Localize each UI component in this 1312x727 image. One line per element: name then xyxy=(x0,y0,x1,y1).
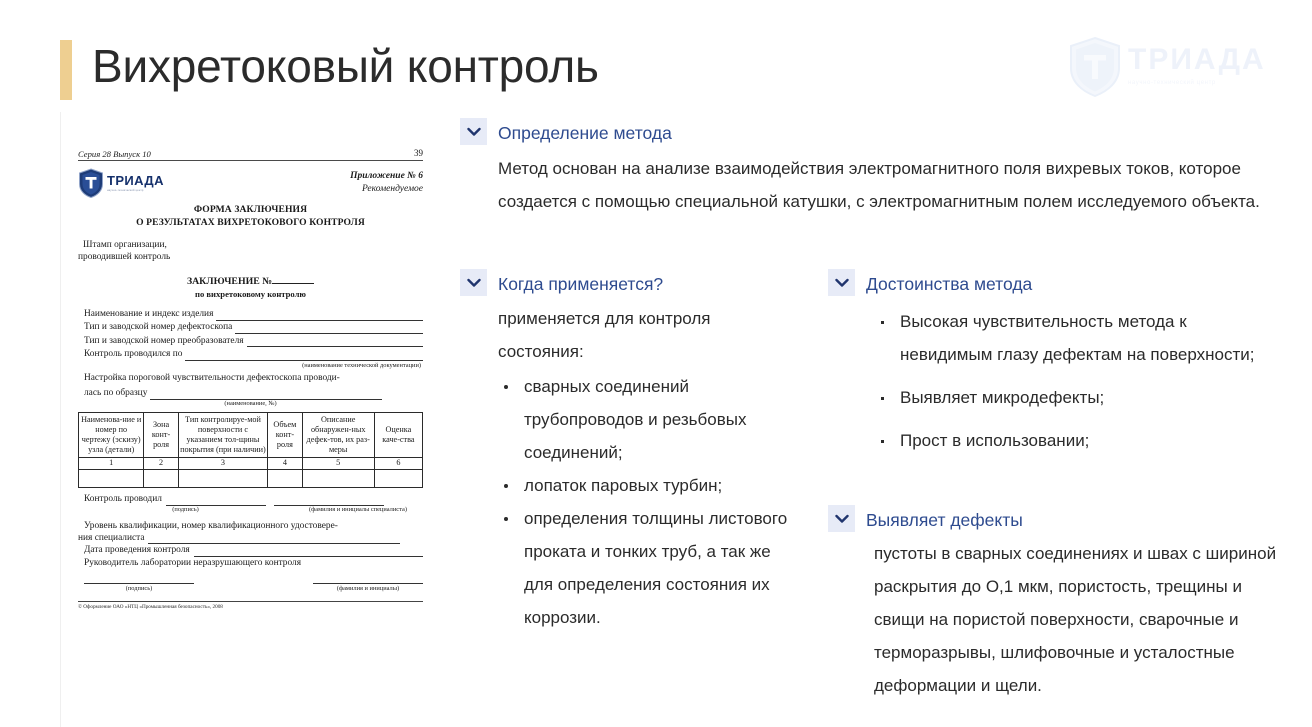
doc-caption-name-initials: (фамилия и инициалы) xyxy=(336,584,400,592)
doc-form-title-line1: ФОРМА ЗАКЛЮЧЕНИЯ xyxy=(193,204,308,216)
list-item: лопаток паровых турбин; xyxy=(498,469,800,502)
table-cell xyxy=(374,469,422,487)
section-definition xyxy=(460,121,1288,218)
doc-field-label: Тип и заводской номер дефектоскопа xyxy=(84,322,233,333)
section-when-applied-title: Когда применяется? xyxy=(498,274,664,294)
doc-header-row xyxy=(78,168,423,198)
section-detects-header[interactable] xyxy=(828,508,1294,532)
table-number-cell: 6 xyxy=(374,457,422,469)
section-when-applied-intro: применяется для контроля состояния: xyxy=(498,309,711,361)
section-definition-title: Определение метода xyxy=(498,123,672,143)
chevron-down-icon[interactable] xyxy=(460,118,487,145)
doc-signature-captions xyxy=(78,585,423,593)
list-item: Прост в использовании; xyxy=(874,424,1278,457)
doc-field-blank xyxy=(185,351,423,361)
table-cell xyxy=(79,469,144,487)
brand-text xyxy=(1128,42,1266,89)
doc-lab-head-label: Руководитель лаборатории неразрушающего контроля xyxy=(84,557,302,568)
table-cell xyxy=(178,469,267,487)
doc-performed-name-blank xyxy=(274,496,384,506)
doc-logo xyxy=(78,168,164,198)
doc-field-row xyxy=(84,322,423,334)
doc-page-number: 39 xyxy=(414,148,423,158)
title-accent-bar xyxy=(60,40,72,100)
doc-date-blank xyxy=(194,547,423,557)
doc-field-blank xyxy=(247,337,423,347)
brand-name: ТРИАДА xyxy=(1128,42,1266,76)
doc-logo-subtitle: научно-технический центр xyxy=(107,189,144,193)
table-header-cell: Тип контролируе-мой поверхности с указанием тол-щины покрытия (при наличии) xyxy=(178,412,267,457)
table-number-cell: 1 xyxy=(79,457,144,469)
when-applied-list xyxy=(460,370,800,634)
table-header-cell: Объем конт-роля xyxy=(268,412,302,457)
doc-qualification-line2-wrap xyxy=(78,532,423,544)
doc-stamp-line2: проводившей контроль xyxy=(78,252,171,263)
doc-caption-signature: (подпись) xyxy=(172,505,199,513)
table-header-cell: Оценка каче-ства xyxy=(374,412,422,457)
doc-sample-blank xyxy=(150,390,382,400)
doc-field-label: Тип и заводской номер преобразователя xyxy=(84,335,244,346)
table-empty-row xyxy=(79,469,423,487)
brand-subtitle: научно-технический центр xyxy=(1128,79,1216,86)
list-item: Выявляет микродефекты; xyxy=(874,381,1278,414)
table-cell xyxy=(268,469,302,487)
section-definition-body: Метод основан на анализе взаимодействия электромагнитного поля вихревых токов, которое создается с помощью специальной катушки, с электромагнитным полем исследуемого объекта. xyxy=(498,159,1260,211)
table-cell xyxy=(144,469,178,487)
section-detects-title: Выявляет дефекты xyxy=(866,510,1023,530)
advantages-list xyxy=(828,305,1278,457)
doc-signature-blank xyxy=(84,582,194,584)
section-advantages xyxy=(828,272,1278,457)
section-advantages-title: Достоинства метода xyxy=(866,274,1033,294)
table-number-cell: 3 xyxy=(178,457,267,469)
table-header-cell: Наименова-ние и номер по чертежу (эскизу) узла (детали) xyxy=(79,412,144,457)
chevron-down-icon[interactable] xyxy=(828,269,855,296)
doc-sensitivity-line2: лась по образцу xyxy=(84,388,148,398)
doc-performed-by-row xyxy=(78,494,423,506)
doc-conclusion-title: ЗАКЛЮЧЕНИЕ № xyxy=(186,275,273,287)
doc-appendix-block xyxy=(350,168,423,196)
doc-form-title-line2: О РЕЗУЛЬТАТАХ ВИХРЕТОКОВОГО КОНТРОЛЯ xyxy=(136,217,365,229)
doc-stamp-line1: Штамп организации, xyxy=(83,240,167,251)
brand-watermark-logo xyxy=(1068,34,1278,100)
doc-field-label: Контроль проводился по xyxy=(84,348,183,359)
doc-field-row xyxy=(84,309,423,321)
section-when-applied xyxy=(460,272,800,634)
doc-date-row xyxy=(78,545,423,557)
chevron-down-icon[interactable] xyxy=(828,505,855,532)
vertical-divider xyxy=(60,112,61,727)
doc-conclusion-subtitle: по вихретоковому контролю xyxy=(195,288,306,299)
doc-performed-signature-blank xyxy=(166,496,266,506)
doc-sample-note: (наименование, №) xyxy=(224,399,277,407)
section-definition-header[interactable] xyxy=(460,121,1288,145)
table-number-cell: 2 xyxy=(144,457,178,469)
chevron-down-icon[interactable] xyxy=(460,269,487,296)
doc-sensitivity-line1: Настройка пороговой чувствительности дефектоскопа проводи- xyxy=(84,373,340,384)
doc-performed-by-label: Контроль проводил xyxy=(84,493,162,504)
doc-field-blank xyxy=(235,324,423,334)
doc-form-title xyxy=(78,204,423,230)
doc-qualification-blank xyxy=(148,534,400,544)
doc-date-label: Дата проведения контроля xyxy=(84,545,190,556)
list-item: сварных соединений трубопроводов и резьбовых соединений; xyxy=(498,370,800,469)
doc-qualification-line1: Уровень квалификации, номер квалификационного удостовере- xyxy=(84,520,338,531)
section-advantages-header[interactable] xyxy=(828,272,1278,296)
doc-fields xyxy=(78,309,423,370)
table-header-cell: Описание обнаружен-ных дефек-тов, их раз-меры xyxy=(302,412,374,457)
doc-shield-t-icon xyxy=(78,168,104,198)
doc-performed-captions xyxy=(78,506,423,514)
list-item: определения толщины листового проката и тонких труб, а так же для определения состояния их коррозии. xyxy=(498,502,800,634)
doc-field-label: Наименование и индекс изделия xyxy=(84,308,214,319)
section-detects-body: пустоты в сварных соединениях и швах с шириной раскрытия до О,1 мкм, пористость, трещины и свищи на пористой поверхности, сварочные и терморазрывы, шлифовочные и усталостные деформации и щели. xyxy=(874,544,1277,695)
doc-copyright: © Оформление ОАО «НТЦ «Промышленная безопасность», 2008 xyxy=(78,601,423,611)
table-number-row xyxy=(79,457,423,469)
doc-conclusion-blank xyxy=(272,283,314,284)
doc-appendix-number: Приложение № 6 xyxy=(350,171,423,182)
doc-stamp-block xyxy=(78,239,423,263)
table-header-cell: Зона конт-роля xyxy=(144,412,178,457)
doc-field-blank xyxy=(216,311,423,321)
table-number-cell: 4 xyxy=(268,457,302,469)
doc-field-row xyxy=(84,336,423,348)
section-detects xyxy=(828,508,1294,702)
doc-caption-name-initials-spec: (фамилия и инициалы специалиста) xyxy=(309,505,407,513)
table-number-cell: 5 xyxy=(302,457,374,469)
list-item: Высокая чувствительность метода к невидимым глазу дефектам на поверхности; xyxy=(874,305,1278,371)
doc-name-blank xyxy=(313,582,423,584)
doc-conclusion-title-block xyxy=(78,276,423,300)
doc-top-line xyxy=(78,148,423,161)
doc-qualification-line2: ния специалиста xyxy=(78,532,145,543)
doc-series: Серия 28 Выпуск 10 xyxy=(78,148,151,159)
shield-t-icon xyxy=(1068,36,1122,98)
doc-caption-signature2: (подпись) xyxy=(125,584,153,592)
doc-sensitivity-line2-wrap xyxy=(78,388,423,400)
doc-logo-name: ТРИАДА xyxy=(107,173,164,189)
doc-field-note: (наименование технической документации) xyxy=(302,362,421,370)
table-header-row xyxy=(79,412,423,457)
table-cell xyxy=(302,469,374,487)
doc-signature-lines xyxy=(78,582,423,584)
document-scan xyxy=(78,148,423,640)
doc-field-row xyxy=(84,349,423,361)
doc-appendix-note: Рекомендуемое xyxy=(361,184,423,195)
page-title: Вихретоковый контроль xyxy=(92,40,599,92)
doc-results-table xyxy=(78,412,423,488)
section-when-applied-header[interactable] xyxy=(460,272,800,296)
